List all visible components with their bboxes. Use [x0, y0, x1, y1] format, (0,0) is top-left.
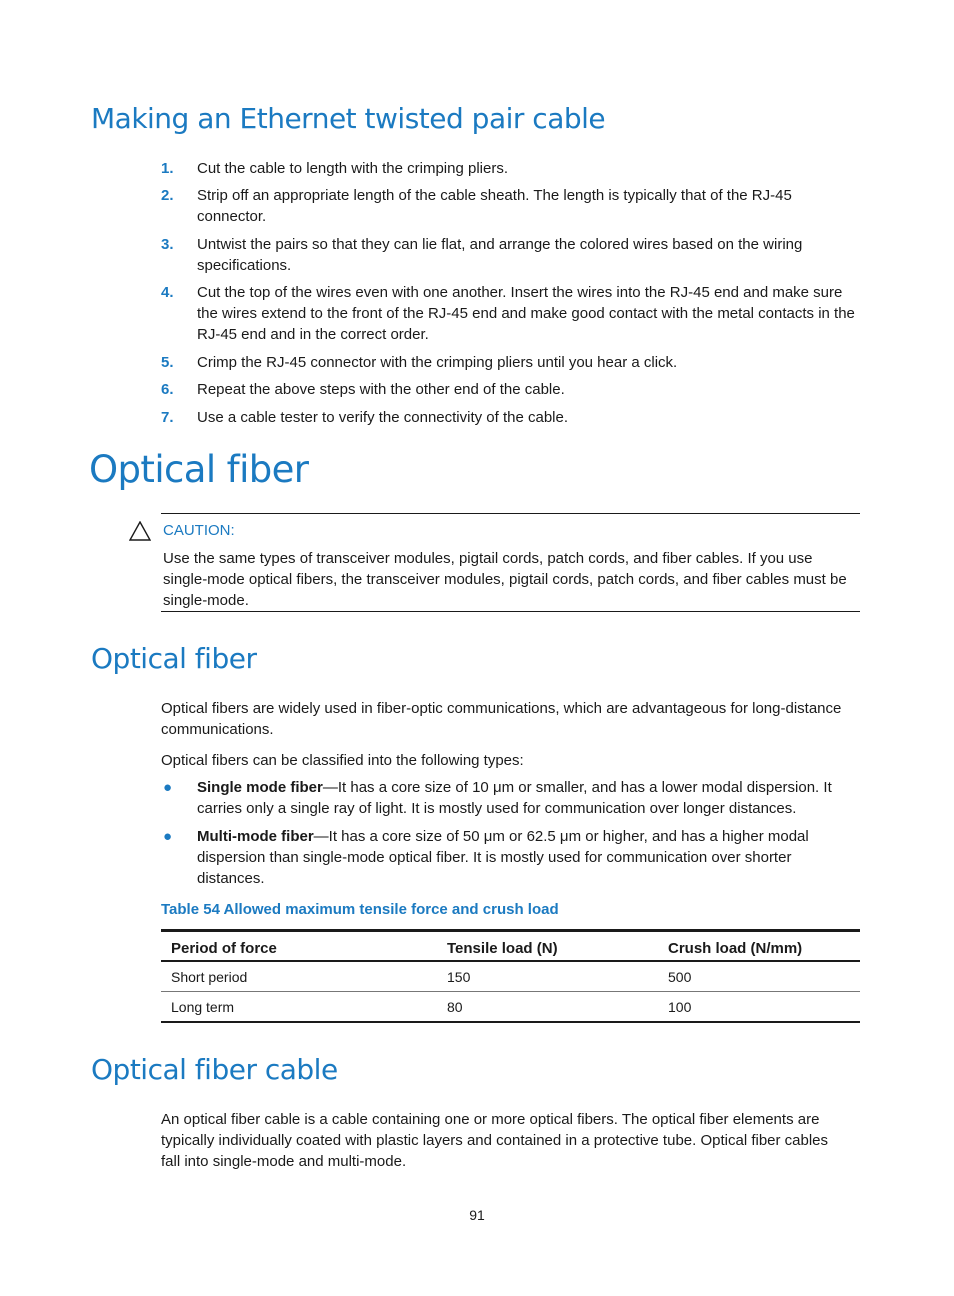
- table-caption: Table 54 Allowed maximum tensile force and crush load: [161, 901, 559, 918]
- bullet-text: carries only a single ray of light. It is mostly used for communication over longer distances.: [197, 800, 797, 817]
- step-number: 6.: [161, 381, 174, 398]
- caution-bottom-rule: [161, 611, 860, 612]
- table-header-cell: Period of force: [161, 931, 437, 962]
- step-text: Crimp the RJ-45 connector with the crimping pliers until you hear a click.: [197, 354, 678, 371]
- table-cell: Short period: [161, 961, 437, 992]
- bullet-icon: ●: [163, 779, 173, 796]
- step-text: Repeat the above steps with the other end of the cable.: [197, 381, 565, 398]
- step-number: 1.: [161, 160, 174, 177]
- section-heading-twisted-pair: Making an Ethernet twisted pair cable: [91, 102, 606, 135]
- bullet-term: Multi-mode fiber: [197, 828, 314, 845]
- step-text: Untwist the pairs so that they can lie flat, and arrange the colored wires based on the wiring: [197, 236, 803, 253]
- step-number: 4.: [161, 284, 174, 301]
- bullet-text: [197, 826, 809, 847]
- paragraph: fall into single-mode and multi-mode.: [161, 1153, 407, 1170]
- bullet-icon: ●: [163, 828, 173, 845]
- table-cell: 500: [658, 961, 860, 992]
- step-number: 3.: [161, 236, 174, 253]
- bullet-text: [197, 777, 832, 798]
- step-text: Cut the cable to length with the crimping pliers.: [197, 160, 508, 177]
- warning-triangle-icon: [129, 521, 151, 541]
- caution-text: Use the same types of transceiver modules, pigtail cords, patch cords, and fiber cables. If you use: [163, 550, 813, 567]
- table-cell: 100: [658, 992, 860, 1023]
- step-text: Cut the top of the wires even with one another. Insert the wires into the RJ-45 end and make sure: [197, 284, 843, 301]
- section-heading-optical-fiber-cable: Optical fiber cable: [91, 1053, 338, 1086]
- step-number: 7.: [161, 409, 174, 426]
- caution-label: CAUTION:: [163, 522, 235, 539]
- table-cell: 150: [437, 961, 658, 992]
- table-header-cell: Crush load (N/mm): [658, 931, 860, 962]
- table-header-cell: Tensile load (N): [437, 931, 658, 962]
- table-cell: 80: [437, 992, 658, 1023]
- paragraph: An optical fiber cable is a cable containing one or more optical fibers. The optical fiber elements are: [161, 1111, 820, 1128]
- table-header-row: [161, 931, 860, 962]
- section-heading-optical-fiber: Optical fiber: [91, 642, 257, 675]
- bullet-text: dispersion than single-mode optical fiber. It is mostly used for communication over shorter: [197, 849, 792, 866]
- paragraph: Optical fibers are widely used in fiber-optic communications, which are advantageous for long-distance: [161, 700, 842, 717]
- paragraph: typically individually coated with plastic layers and contained in a protective tube. Optical fiber cables: [161, 1132, 829, 1149]
- bullet-desc: —It has a core size of 50 μm or 62.5 μm or higher, and has a higher modal: [313, 828, 809, 845]
- step-text: Use a cable tester to verify the connectivity of the cable.: [197, 409, 569, 426]
- chapter-heading: Optical fiber: [89, 448, 309, 491]
- table-cell: Long term: [161, 992, 437, 1023]
- bullet-desc: —It has a core size of 10 μm or smaller, and has a lower modal dispersion. It: [322, 779, 832, 796]
- table-row: [161, 961, 860, 992]
- step-text: the wires extend to the front of the RJ-45 end and make good contact with the metal contacts in the: [197, 305, 855, 322]
- bullet-text: distances.: [197, 870, 265, 887]
- step-number: 2.: [161, 187, 174, 204]
- caution-top-rule: [161, 513, 860, 514]
- page-number: 91: [469, 1207, 485, 1223]
- step-text: connector.: [197, 208, 267, 225]
- tensile-force-table: [161, 929, 860, 1023]
- step-text: RJ-45 end and in the correct order.: [197, 326, 429, 343]
- step-text: Strip off an appropriate length of the cable sheath. The length is typically that of the RJ-45: [197, 187, 792, 204]
- bullet-term: Single mode fiber: [197, 779, 323, 796]
- caution-text: single-mode optical fibers, the transceiver modules, pigtail cords, patch cords, and fiber cables must be: [163, 571, 847, 588]
- step-text: specifications.: [197, 257, 292, 274]
- paragraph: Optical fibers can be classified into the following types:: [161, 752, 524, 769]
- step-number: 5.: [161, 354, 174, 371]
- caution-text: single-mode.: [163, 592, 249, 609]
- paragraph: communications.: [161, 721, 274, 738]
- table-row: [161, 992, 860, 1023]
